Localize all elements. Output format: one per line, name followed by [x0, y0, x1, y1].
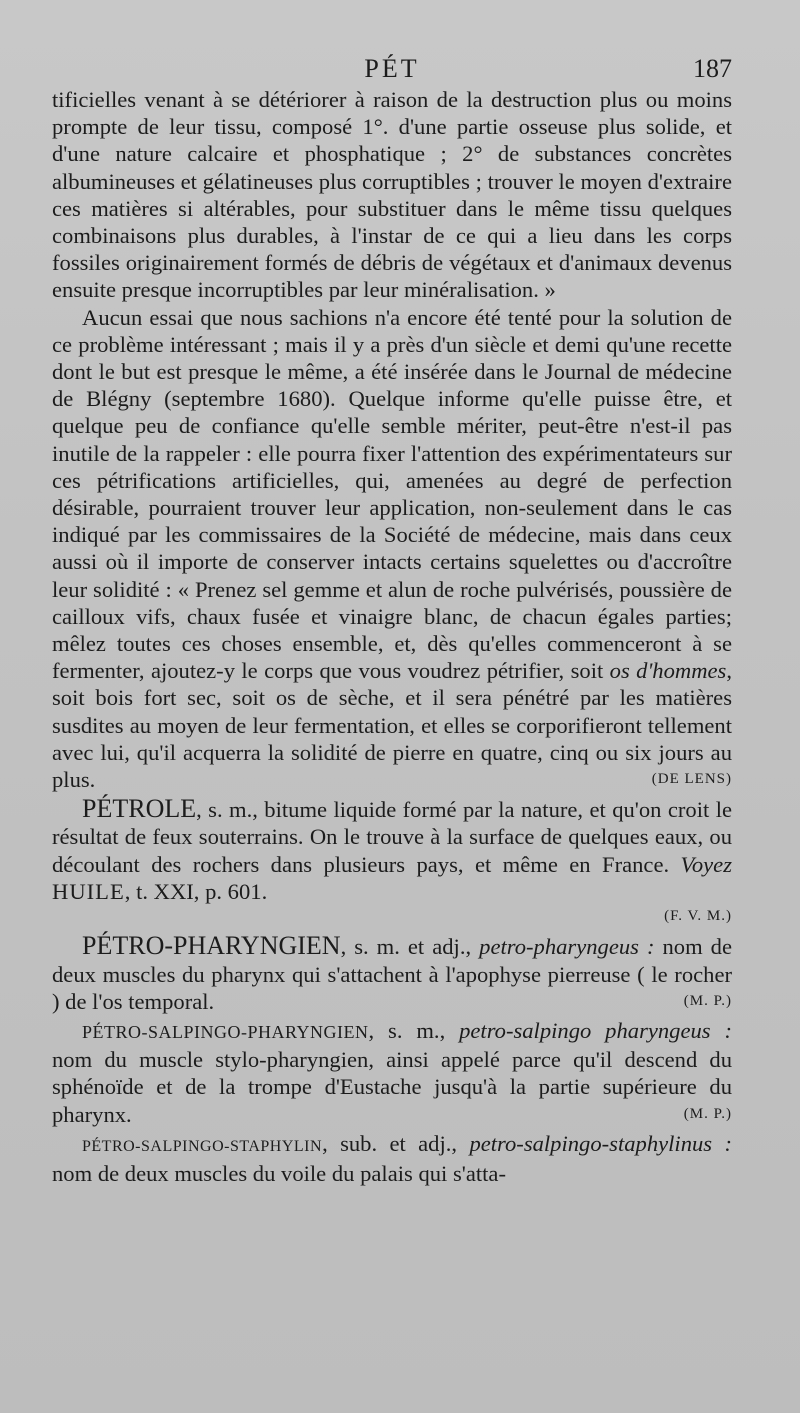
running-head: PÉT: [364, 54, 420, 83]
latin-term: petro-pharyngeus :: [479, 934, 655, 960]
entry-text: nom du muscle stylo-pharyngien, ainsi appelé parce qu'il descend du sphénoïde et de la trompe d'Eustache jusqu'à la partie supérieure du pharynx.: [52, 1047, 732, 1127]
entry-petrole: [52, 795, 732, 930]
author-signature: (F. V. M.): [664, 908, 732, 925]
italic-phrase: os d'hommes: [609, 658, 727, 684]
cross-ref-location: , t. XXI, p. 601.: [124, 878, 268, 904]
entry-text: nom de deux muscles du pharynx qui s'attachent à l'apophyse pierreuse ( le rocher ) de l'os temporal.: [52, 934, 732, 1014]
entry-grammar: , s. m. et adj.,: [340, 934, 472, 960]
entry-text: nom de deux muscles du voile du palais qui s'atta-: [52, 1160, 506, 1186]
headword: PÉTROLE: [82, 794, 197, 824]
headword: PÉTRO-SALPINGO-STAPHYLIN: [82, 1137, 323, 1155]
entry-petro-salpingo-pharyngien: [52, 1017, 732, 1128]
entry-text: , s. m., bitume liquide formé par la nature, et qu'on croit le résultat de feux souterrains. On le trouve à la surface de quelques eaux, ou découlant des rochers dans plusieurs pays, et même en France.: [52, 797, 732, 877]
paragraph-recipe-text-end: , soit bois fort sec, soit os de sèche, et il sera pénétré par les matières susdites au moyen de leur fermentation, et elles se corporifieront tellement avec lui, qu'il acquerra la solidité de pierre en quatre, cinq ou six jours au plus.: [52, 658, 732, 793]
entry-petro-salpingo-staphylin: [52, 1130, 732, 1187]
paragraph-recipe: [52, 304, 732, 794]
entry-petro-pharyngien: [52, 932, 732, 1015]
cross-ref-label: Voyez: [680, 851, 732, 877]
headword: PÉTRO-PHARYNGIEN: [82, 931, 341, 961]
page-body: [52, 86, 732, 1187]
latin-term: petro-salpingo pharyngeus :: [459, 1017, 732, 1043]
paragraph-recipe-text: Aucun essai que nous sachions n'a encore été tenté pour la solution de ce problème intéressant ; mais il y a près d'un siècle et demi qu'une recette dont le but est presque le même, a été insérée dans le Journal de médecine de Blégny (septembre 1680). Quelque informe qu'elle puisse être, et quelque peu de confiance qu'elle semble mériter, peut-être n'est-il pas inutile de la rappeler : elle pourra fixer l'attention des expérimentateurs sur ces pétrifications artificielles, qui, amenées au degré de perfection désirable, pourraient trouver leur application, non-seulement dans le cas indiqué par les commissaires de la Société de médecine, mais dans ceux aussi où il importe de conserver intacts certains squelettes ou d'accroître leur solidité : « Prenez sel gemme et alun de roche pulvérisés, poussière de cailloux vifs, chaux fusée et vinaigre blanc, de chacun égales parties; mêlez toutes ces choses ensemble, et, dès qu'elles commenceront à se fermenter, ajoutez-y le corps que vous voudrez pétrifier, soit: [52, 304, 732, 684]
author-signature: (DE LENS): [651, 771, 732, 788]
entry-grammar: , s. m.,: [368, 1017, 446, 1043]
page-header: [52, 50, 732, 90]
latin-term: petro-salpingo-staphylinus :: [469, 1130, 732, 1156]
author-signature: (M. P.): [683, 992, 732, 1009]
headword: PÉTRO-SALPINGO-PHARYNGIEN: [82, 1021, 369, 1042]
author-signature: (M. P.): [683, 1105, 732, 1122]
page-number: 187: [693, 54, 732, 83]
paragraph-continuation: tificielles venant à se détériorer à raison de la destruction plus ou moins prompte de leur tissu, composé 1°. d'une partie osseuse plus solide, et d'une nature calcaire et phosphatique ; 2° de substances concrètes albumineuses et gélatineuses plus corruptibles ; trouver le moyen d'extraire ces matières si altérables, pour substituer dans le même tissu quelques combinaisons plus durables, à l'instar de ce qui a lieu dans les corps fossiles originairement formés de débris de végétaux et d'animaux devenus ensuite presque incorruptibles par leur minéralisation. »: [52, 87, 732, 303]
cross-ref-word: HUILE: [52, 878, 125, 904]
entry-grammar: , sub. et adj.,: [322, 1130, 458, 1156]
